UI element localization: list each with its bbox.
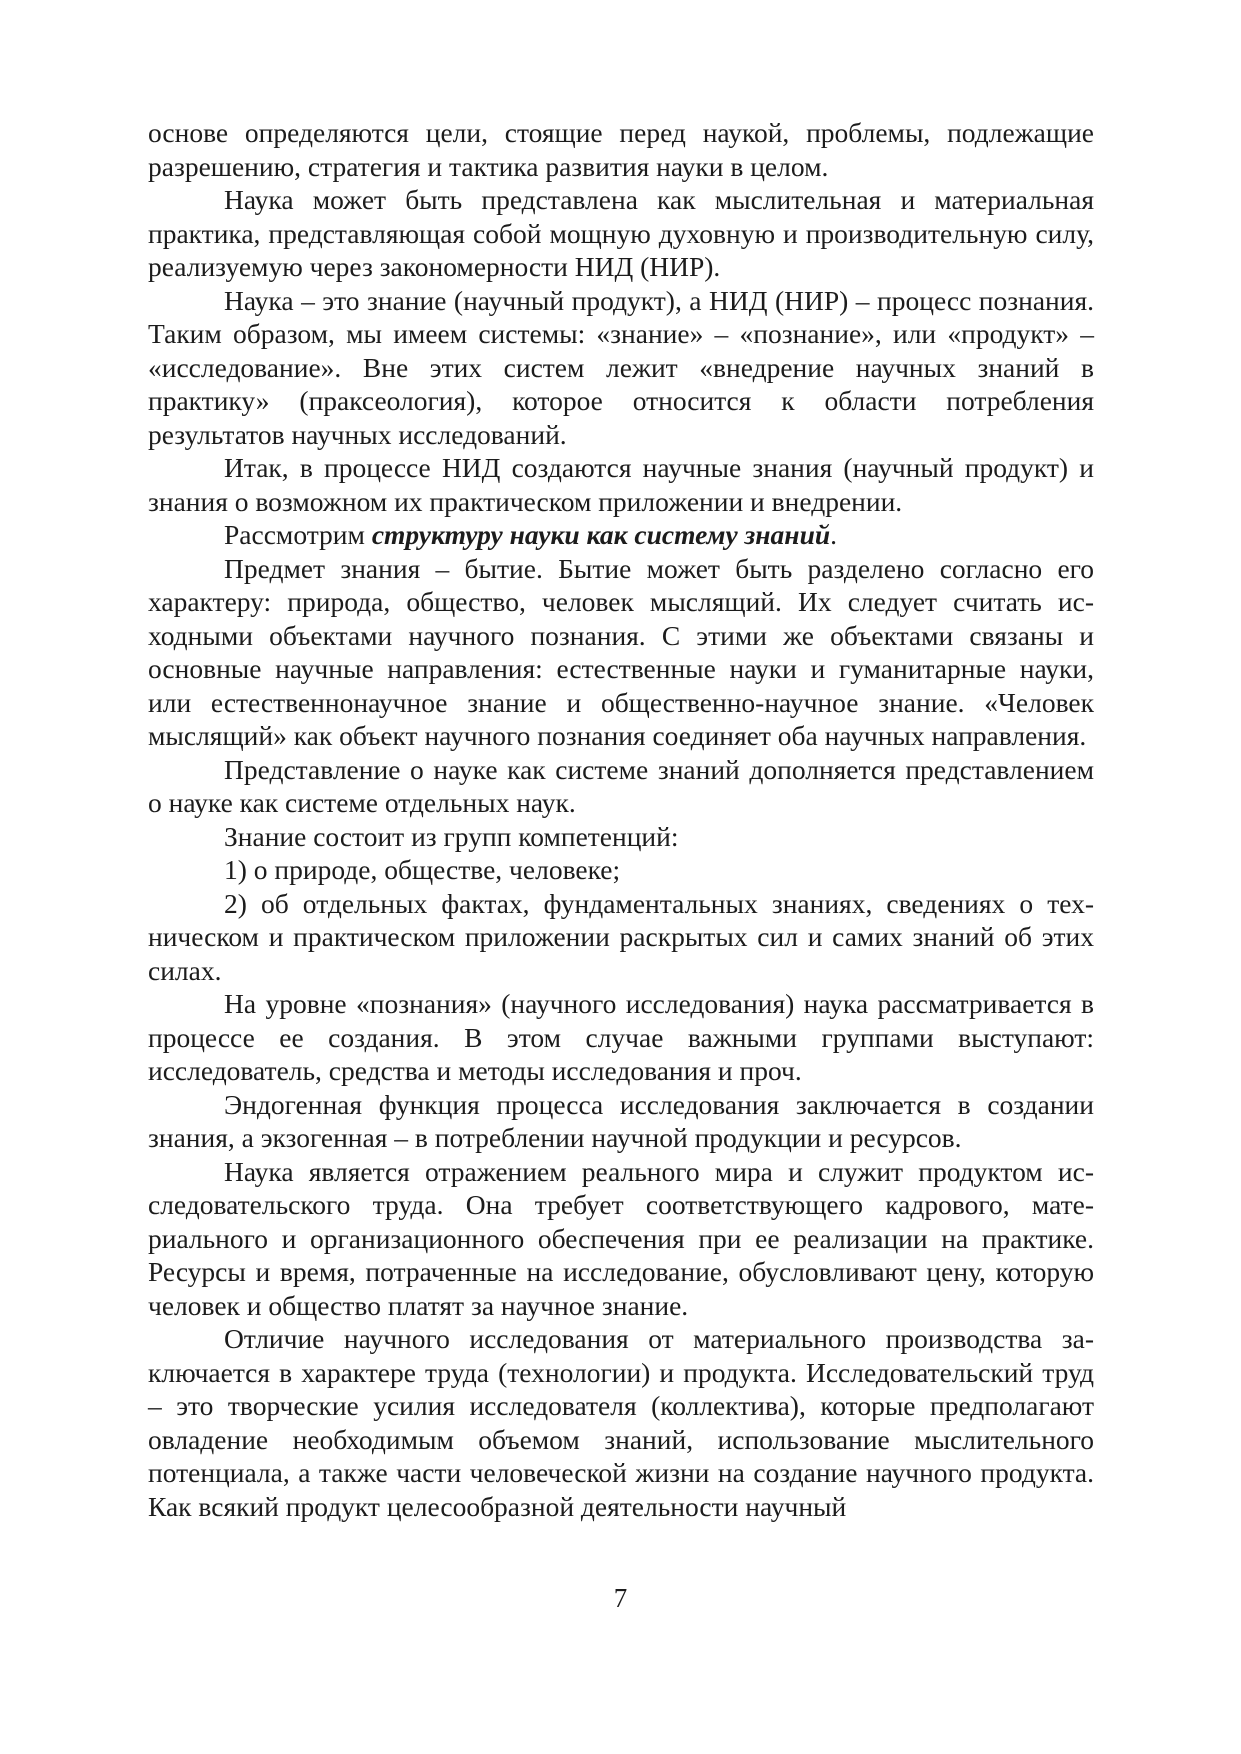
list-item-1: 1) о природе, обществе, человеке; <box>224 854 621 885</box>
paragraph-1: Наука может быть представлена как мыслительная и материальная практика, представляющая собой мощную духовную и производительную силу, реализуемую через закономерности НИД (НИР). <box>148 184 1094 282</box>
paragraph-4-lead: Рассмотрим <box>224 519 372 550</box>
paragraph-4 <box>148 518 1094 552</box>
list-item-2: 2) об отдельных фактах, фундаментальных знаниях, сведениях о техническом и практическом приложении раскрытых сил и самих знаний об этих силах. <box>148 887 1094 986</box>
page-body <box>148 116 1094 1523</box>
paragraph-3: Итак, в процессе НИД создаются научные знания (научный продукт) и знания о возможном их практическом приложении и внедрении. <box>148 452 1094 517</box>
paragraph-0: основе определяются цели, стоящие перед наукой, проблемы, подлежащие разрешению, стратегия и тактика развития науки в целом. <box>148 117 1094 182</box>
paragraph-13: Отличие научного исследования от материального производства заключается в характере труда (технологии) и продукта. Исследовательский труд – это творческие усилия исследователя (коллектива), которые предполагают овладение необходимым объемом знаний, использование мыслительного потенциала, а также части человеческой жизни на создание научного продукта. Как всякий продукт целесообразной деятельности научный <box>148 1323 1094 1522</box>
paragraph-11: Эндогенная функция процесса исследования заключается в создании знания, а экзогенная – в потреблении научной продукции и ресурсов. <box>148 1088 1094 1153</box>
paragraph-12: Наука является отражением реального мира и служит продуктом исследовательского труда. Она требует соответствующего кадрового, материального и организационного обеспечения при ее реализации на практике. Ресурсы и время, потраченные на исследование, обусловливают цену, которую человек и общество платят за научное знание. <box>148 1155 1094 1321</box>
paragraph-4-tail: . <box>830 519 838 550</box>
page-number: 7 <box>613 1583 628 1613</box>
paragraph-7: Знание состоит из групп компетенций: <box>224 820 679 852</box>
emphasized-term: структуру науки как систему знаний <box>371 519 831 550</box>
paragraph-6: Представление о науке как системе знаний дополняется представлением о науке как системе отдельных наук. <box>148 753 1094 818</box>
paragraph-5: Предмет знания – бытие. Бытие может быть разделено согласно его характеру: природа, общество, человек мыслящий. Их следует считать исходными объектами научного познания. С этими же объектами связаны и основные научные направления: естественные науки и гуманитарные науки, или естественнонаучное знание и общественно-научное знание. «Человек мыслящий» как объект научного познания соединяет оба научных направления. <box>148 552 1094 751</box>
paragraph-2: Наука – это знание (научный продукт), а НИД (НИР) – процесс познания. Таким образом, мы имеем системы: «знание» – «познание», или «продукт» – «исследование». Вне этих систем лежит «внедрение научных знаний в практику» (праксеология), которое относится к области потребления результатов научных исследований. <box>148 284 1094 450</box>
paragraph-10: На уровне «познания» (научного исследования) наука рассматривается в процессе ее создания. В этом случае важными группами выступают: исследователь, средства и методы исследования и проч. <box>148 988 1094 1086</box>
